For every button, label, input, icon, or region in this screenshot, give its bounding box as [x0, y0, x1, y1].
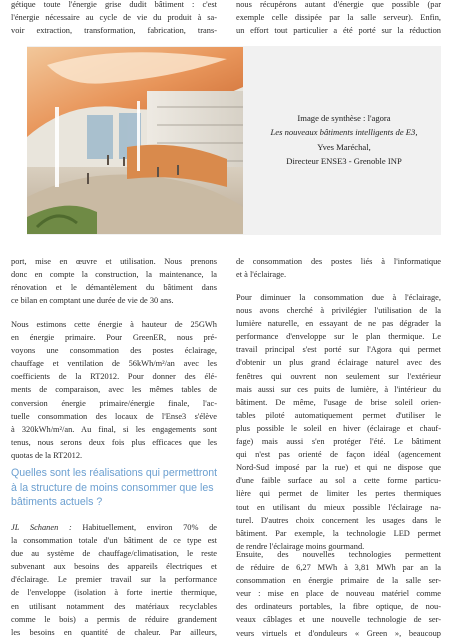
agora-rendering-image — [27, 47, 243, 234]
caption-source: Les nouveaux bâtiments intelligents de E3, — [270, 127, 418, 138]
agora-figure — [27, 46, 441, 235]
left-top-paragraph: gétique toute l'énergie grise dudit bâtiment : c'est l'énergie nécessaire au cycle de vie du produit à sa- voir extraction, transformation, fabrication, trans- — [11, 0, 217, 36]
caption-title: Image de synthèse : l'agora — [297, 113, 391, 123]
agora-illustration — [27, 47, 243, 234]
right-paragraph-1: de consommation des postes liés à l'informatique et à l'éclairage. — [236, 257, 441, 280]
right-paragraph-2: Pour diminuer la consommation due à l'éclairage, nous avons cherché à privilégier l'utilisation de la lumière naturelle, en essayant de ne pas dégrader la performance d'enveloppe sur le plan thermique. Le travail principal s'est porté sur l'Agora qui permet d'obtenir un plus grand éclairage naturel avec des fenêtres qui ouvrent non seulement sur l'extérieur mais aussi sur ces puits de lumière, à l'intérieur du bâtiment. De même, l'usage de brise soleil orien- tables piloté automatiquement permet d'utiliser le plus possible le soleil en hiver (éclairage et chauf- fage) mais aussi s'en protéger l'été. Le bâtiment qui n'est pas orienté de façon idéal (agencement Nord-Sud imposé par la rue) et qui ne dispose que d'une faible surface au sol a cette forme particu- lière qui permet de limiter les pertes thermiques tout en utilisant du mieux possible l'éclairage na- turel. D'autres choix concernent les usages dans le bâtiment. Par exemple, la technologie LED permet de rendre l'éclairage moins gourmand. — [236, 293, 441, 551]
right-paragraph-3: Ensuite, des nouvelles technologies permettent de réduire de 6,27 MWh à 3,81 MWh par an la consommation en énergie primaire de la salle ser- veur : mise en place de nouveau matériel comme des ordinateurs portables, la fibre optique, de nou- veaux câblages et une nouvelle technologie de ser- veurs virtuels et d'onduleurs « Green », beaucoup — [236, 550, 441, 638]
caption-author: Yves Maréchal, — [317, 141, 371, 152]
question-heading: Quelles sont les réalisations qui permettront à la structure de moins consommer que les bâtiments actuels ? — [11, 467, 218, 509]
right-top-paragraph: nous récupérons autant d'énergie que possible (par exemple celle dissipée par la salle serveur). Enfin, un effort tout particulier a été porté sur la réduction — [236, 0, 441, 36]
figure-caption — [251, 111, 437, 168]
left-answer-paragraph: JL Schanen : Habituellement, environ 70% de la consommation totale d'un bâtiment de ce type est due au système de chauffage/climatisation, le reste subvenant aux besoins des appareils électriques et d'éclairage. Le premier travail sur la performance de l'enveloppe (isolation à forte inertie thermique, en utilisant notamment des matériaux recyclables comme le bois) a permis de réduire grandement les besoins en quantité de chaleur. Par ailleurs, — [11, 523, 218, 637]
caption-author-role: Directeur ENSE3 - Grenoble INP — [286, 155, 402, 166]
left-paragraph-2: Nous estimons cette énergie à hauteur de 25GWh en énergie primaire. Pour GreenER, nous pré- voyons une consommation des postes éclairage, chauffage et ventilation de 56kWh/m²/an avec les coefficients de la RT2012. Pour donner des élé- ments de comparaison, avec les mêmes tables de conversion énergie primaire/énergie finale, l'ac- tuelle consommation des locaux de l'Ense3 s'élève à 320kWh/m²/an. Au final, si les engagements sont tenus, nous serons deux fois plus efficaces que les quotas de la RT2012. — [11, 320, 217, 460]
speaker-name: JL Schanen : — [11, 523, 72, 532]
left-paragraph-1: port, mise en œuvre et utilisation. Nous prenons donc en compte la construction, la maintenance, la rénovation et le démantèlement du bâtiment dans ce bilan en comptant une durée de vie de 30 ans. — [11, 257, 217, 306]
